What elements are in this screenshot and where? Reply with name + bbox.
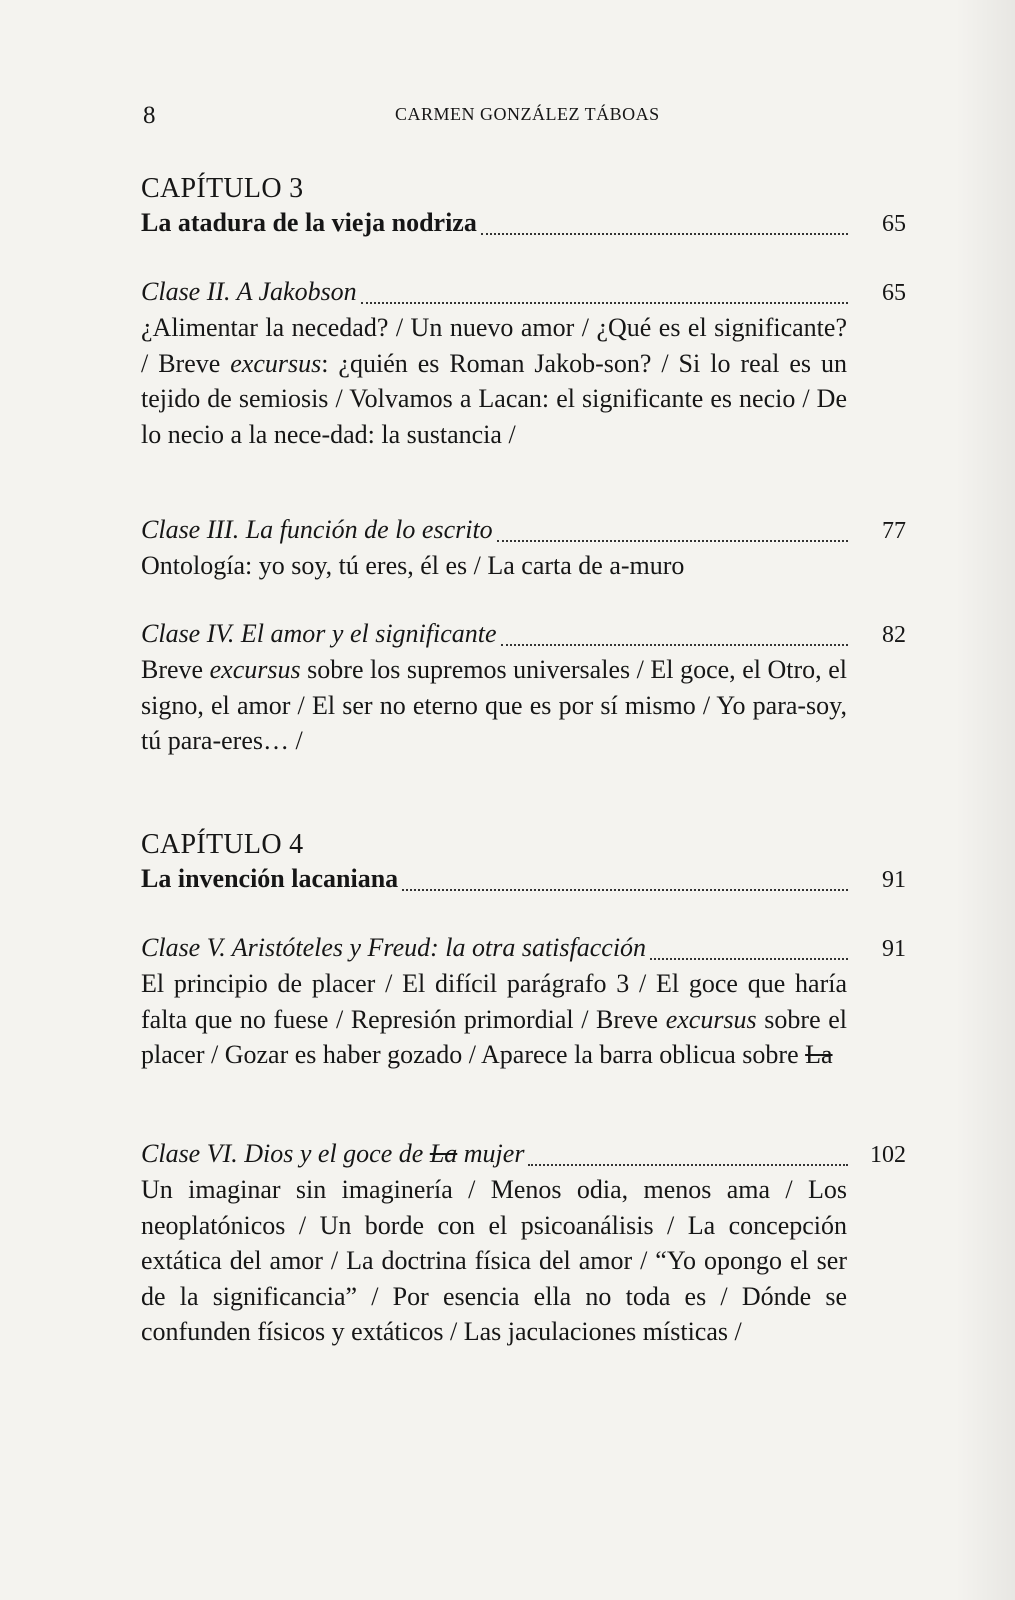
- dot-leader: [528, 1163, 848, 1166]
- class-entry: [141, 275, 906, 452]
- page-ref: 91: [882, 867, 906, 893]
- class-description: [141, 310, 847, 452]
- dot-leader: [650, 957, 848, 960]
- class-title-row: [141, 275, 906, 310]
- class-entry: [141, 513, 906, 584]
- class-title-row: [141, 513, 906, 548]
- chapter-3-heading: [141, 172, 906, 241]
- desc-text: Un imaginar sin imaginería / Menos odia, menos ama / Los neoplatónicos / Un borde con el psicoanálisis / La concepción extática del amor / La doctrina física del amor / “Yo opongo el ser de la significancia” / Por esencia ella no toda es / Dónde se confunden físicos y extáticos / Las jaculaciones místicas /: [141, 1175, 847, 1346]
- desc-italic: excursus: [665, 1004, 757, 1034]
- page-ref: 82: [882, 622, 906, 648]
- page-ref: 65: [882, 280, 906, 306]
- chapter-label: CAPÍTULO 4: [141, 829, 304, 860]
- class-title-row: [141, 1137, 906, 1172]
- barred-la: La: [429, 1139, 458, 1168]
- dot-leader: [501, 643, 848, 646]
- chapter-title: La invención lacaniana: [141, 864, 399, 893]
- class-title: Clase III. La función de lo escrito: [141, 515, 493, 544]
- chapter-title-row: [141, 206, 906, 241]
- class-title-row: [141, 617, 906, 652]
- chapter-title: La atadura de la vieja nodriza: [141, 208, 477, 237]
- desc-text: Breve: [141, 655, 210, 684]
- class-title-text: Clase VI. Dios y el goce de: [141, 1139, 430, 1168]
- class-title: Clase II. A Jakobson: [141, 277, 357, 306]
- page-ref: 102: [870, 1142, 906, 1168]
- page-number: 8: [143, 102, 156, 129]
- class-title: Clase V. Aristóteles y Freud: la otra satisfacción: [141, 933, 647, 962]
- class-title-text: mujer: [457, 1139, 525, 1168]
- dot-leader: [402, 888, 848, 891]
- barred-la: La: [805, 1040, 833, 1069]
- desc-text: : ¿quién es Roman Jakob-son? / Si lo real es un tejido de semiosis / Volvamos a Lacan: el significante es necio / De lo necio a la nece-dad: la sustancia /: [141, 348, 847, 449]
- page-ref: 65: [882, 211, 906, 237]
- class-title-row: [141, 931, 906, 966]
- desc-text: El principio de placer / El difícil parágrafo 3 / El goce que haría falta que no fuese / Represión primordial / Breve: [141, 969, 847, 1034]
- dot-leader: [497, 539, 848, 542]
- desc-text: sobre los supremos universales / El goce, el Otro, el signo, el amor / El ser no eterno que es por sí mismo / Yo para-soy, tú para-eres… /: [141, 655, 847, 755]
- class-title: Clase IV. El amor y el significante: [141, 619, 497, 648]
- class-title: [141, 1137, 524, 1171]
- page-ref: 77: [882, 518, 906, 544]
- page-edge-shadow: [955, 0, 1015, 1600]
- dot-leader: [481, 232, 848, 235]
- class-entry: [141, 1137, 906, 1350]
- desc-text: ¿Alimentar la necedad? / Un nuevo amor / ¿Qué es el significante? / Breve: [141, 313, 847, 378]
- class-entry: [141, 931, 906, 1073]
- chapter-title-row: [141, 862, 906, 897]
- running-head-text: CARMEN GONZÁLEZ TÁBOAS: [395, 104, 660, 124]
- dot-leader: [361, 301, 848, 304]
- chapter-4-heading: [141, 828, 906, 897]
- running-head: [0, 104, 820, 125]
- desc-italic: excursus: [230, 348, 322, 378]
- page-ref: 91: [882, 936, 906, 962]
- desc-italic: excursus: [209, 655, 301, 684]
- class-entry: [141, 617, 906, 759]
- desc-text: sobre el placer / Gozar es haber gozado / Aparece la barra oblicua sobre: [141, 1004, 847, 1069]
- class-description: [141, 966, 847, 1073]
- class-description: [141, 1172, 847, 1350]
- desc-text: Ontología: yo soy, tú eres, él es / La carta de a-muro: [141, 551, 685, 580]
- class-description: [141, 652, 847, 759]
- class-description: [141, 548, 847, 584]
- chapter-label: CAPÍTULO 3: [141, 173, 304, 204]
